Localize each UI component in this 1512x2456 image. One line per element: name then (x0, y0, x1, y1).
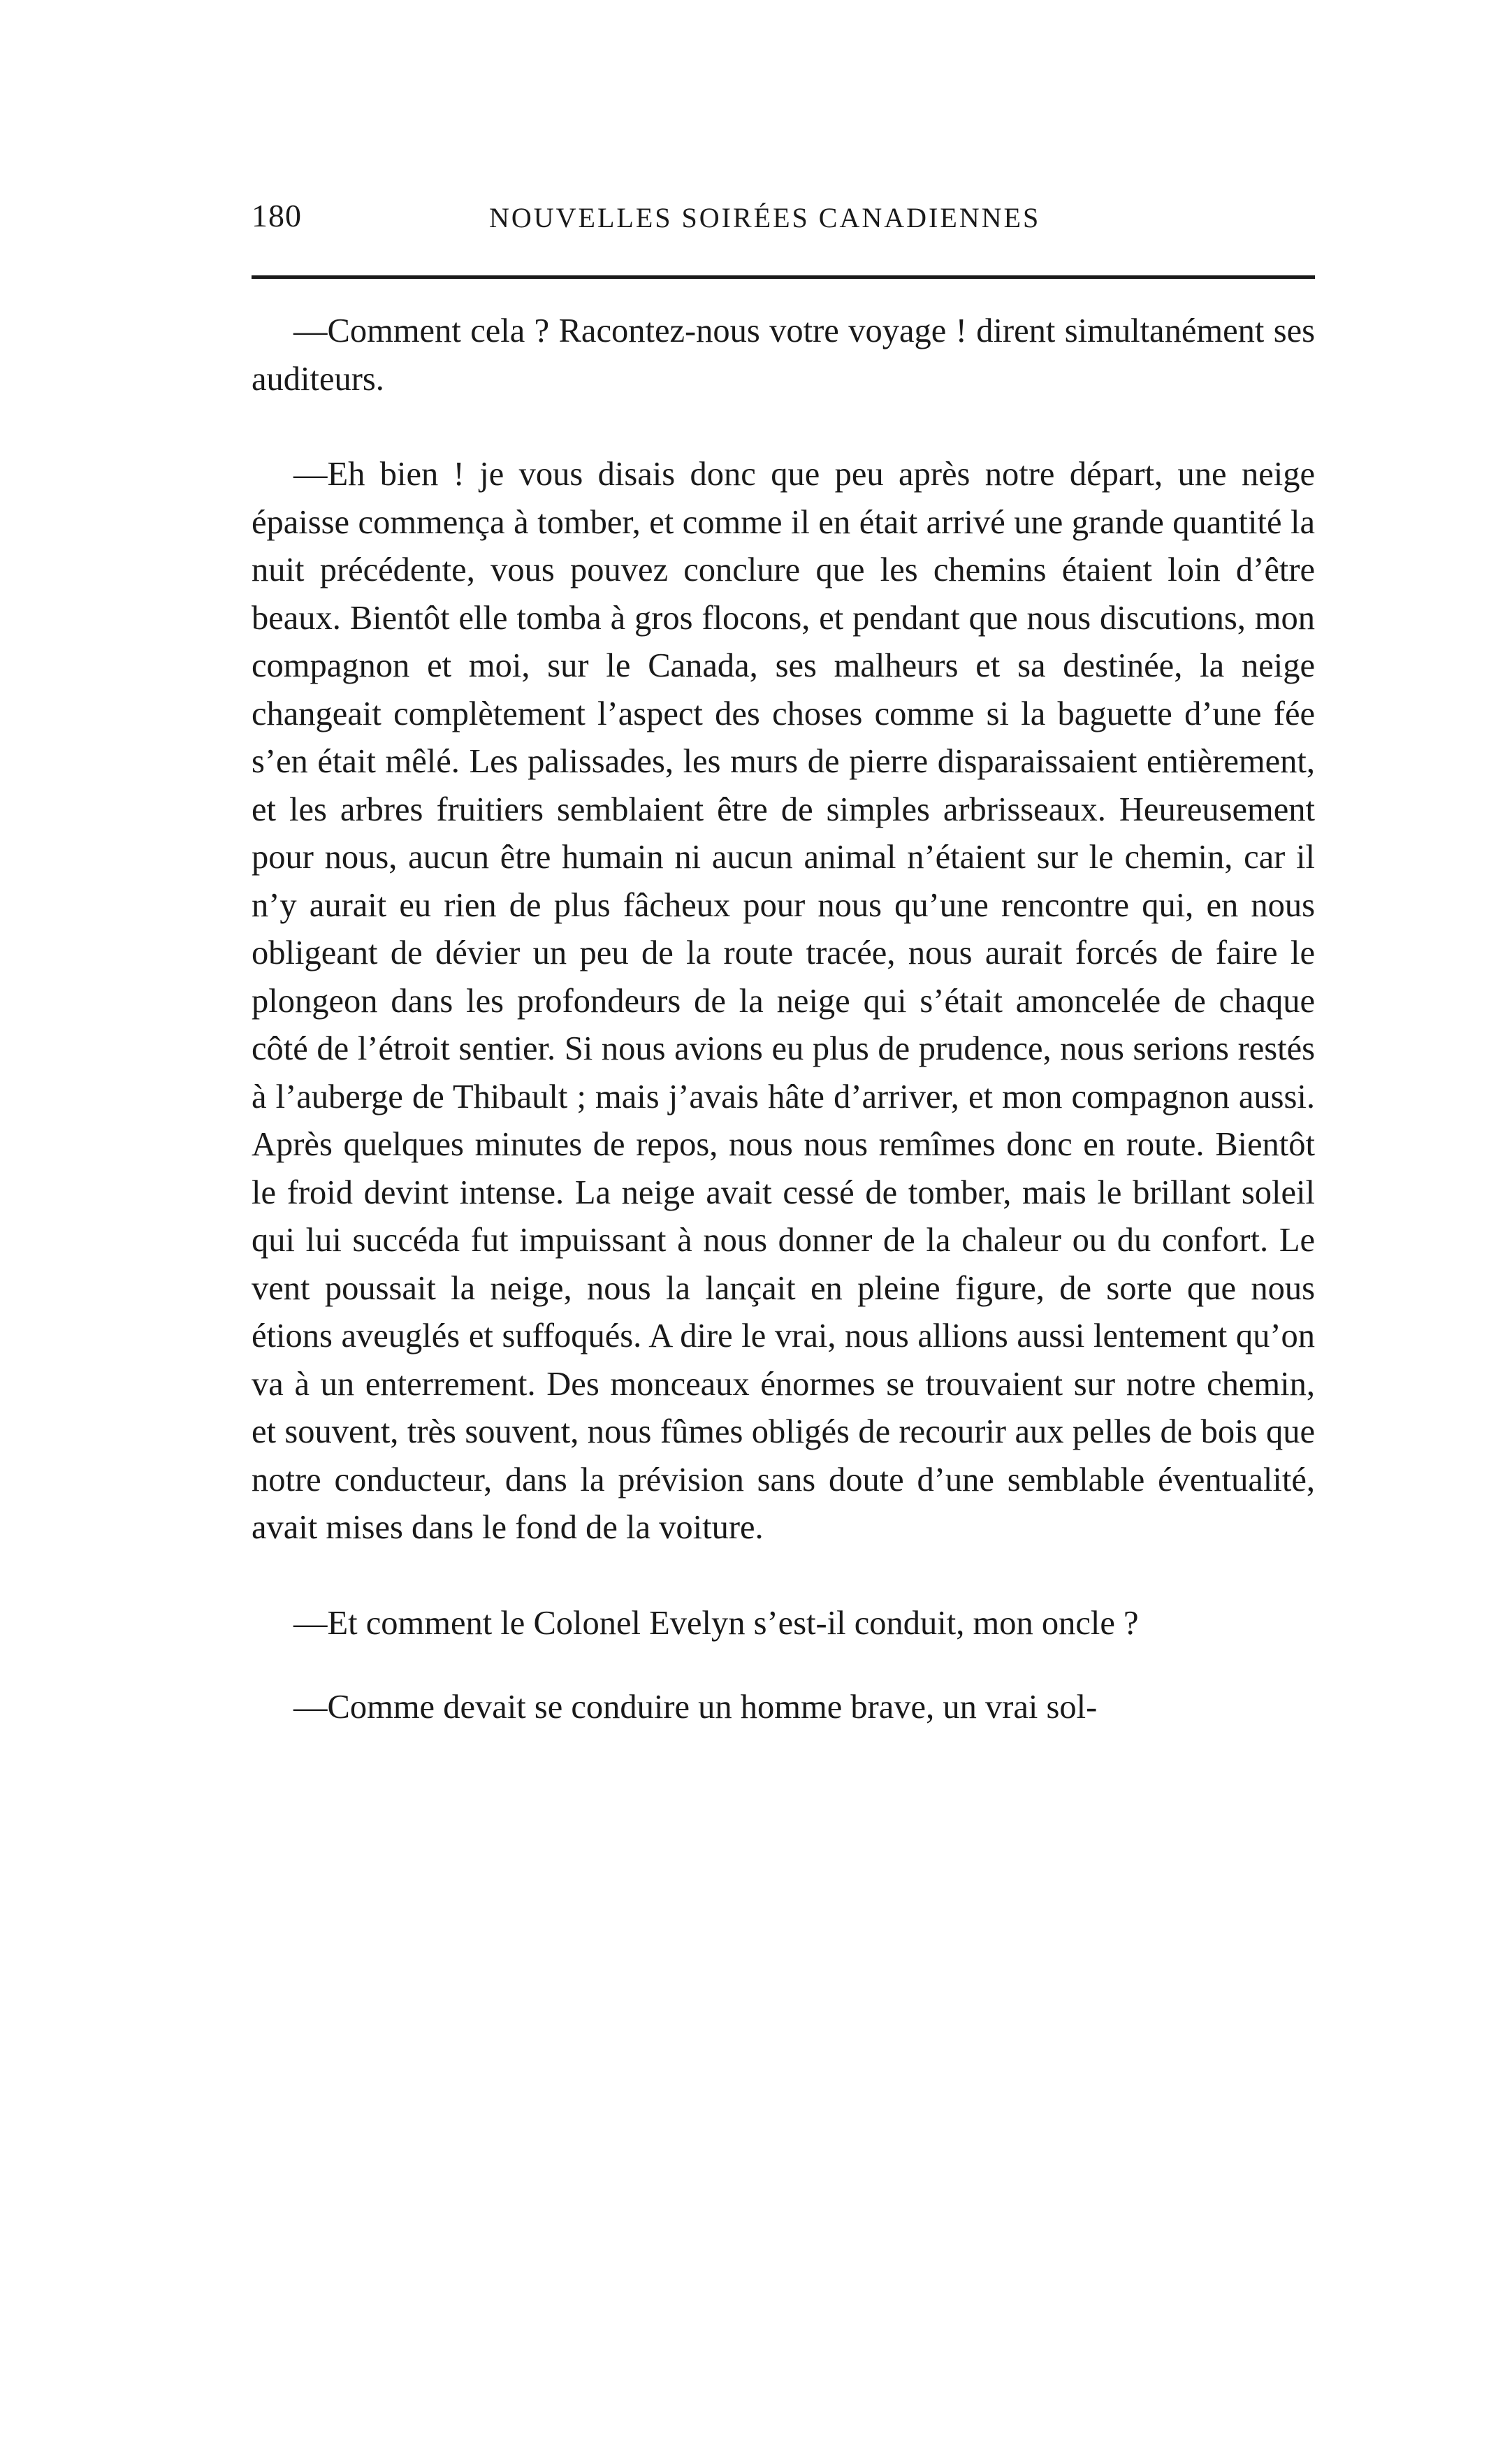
body-text (252, 308, 1315, 1732)
paragraph: —Et comment le Colonel Evelyn s’est-il conduit, mon oncle ? (293, 1604, 1139, 1642)
page-header (252, 197, 1314, 246)
paragraph: —Comment cela ? Racontez-nous votre voyage ! dirent simultanément ses auditeurs. (252, 312, 1315, 398)
running-title: NOUVELLES SOIRÉES CANADIENNES (489, 202, 1041, 233)
header-rule (252, 275, 1315, 279)
paragraph: —Eh bien ! je vous disais donc que peu après notre départ, une neige épaisse commença à tomber, et comme il en était arrivé une grande quantité la nuit précédente, vous pouvez conclure que les chemins étaient loin d’être beaux. Bientôt elle tomba à gros flocons, et pendant que nous discutions, mon compagnon et moi, sur le Canada, ses malheurs et sa destinée, la neige changeait complètement l’aspect des choses comme si la baguette d’une fée s’en était mêlé. Les palissades, les murs de pierre disparaissaient entièrement, et les arbres fruitiers semblaient être de simples arbrisseaux. Heureusement pour nous, aucun être humain ni aucun animal n’étaient sur le chemin, car il n’y aurait eu rien de plus fâcheux pour nous qu’une rencontre qui, en nous obligeant de dévier un peu de la route tracée, nous aurait forcés de faire le plongeon dans les profondeurs de la neige qui s’était amoncelée de chaque côté de l’étroit sentier. Si nous avions eu plus de prudence, nous serions restés à l’auberge de Thibault ; mais j’avais hâte d’arriver, et mon compagnon aussi. Après quelques minutes de repos, nous nous remîmes donc en route. Bientôt le froid devint intense. La neige avait cessé de tomber, mais le brillant soleil qui lui succéda fut impuissant à nous donner de la chaleur ou du confort. Le vent poussait la neige, nous la lançait en pleine figure, de sorte que nous étions aveuglés et suffoqués. A dire le vrai, nous allions aussi lentement qu’on va à un enterrement. Des monceaux énormes se trouvaient sur notre chemin, et souvent, très souvent, nous fûmes obligés de recourir aux pelles de bois que notre conducteur, dans la prévision sans doute d’une semblable éventualité, avait mises dans le fond de la voiture. (252, 456, 1315, 1546)
paragraph: —Comme devait se conduire un homme brave, un vrai sol- (293, 1689, 1098, 1726)
page-number: 180 (252, 198, 302, 233)
